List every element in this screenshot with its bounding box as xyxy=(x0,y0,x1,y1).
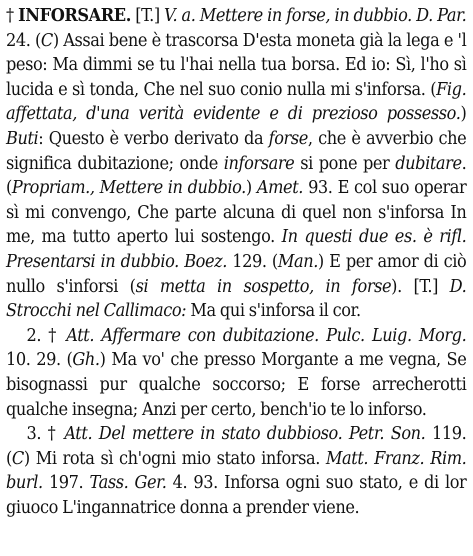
text-run: si pone per xyxy=(294,153,396,174)
text-run: Ma qui s'inforsa il cor. xyxy=(186,301,361,322)
text-run: 93. E col suo operar sì mi convengo, Che parte alcuna di quel non s'inforsa In me, ma tutto aperto lui sostengo. xyxy=(6,178,467,248)
text-run: Gh. xyxy=(72,350,100,371)
text-run: forse xyxy=(268,128,308,149)
text-run: Matt. Franz. Rim. burl. xyxy=(6,448,467,494)
text-run: ) Assai bene è trascorsa D'esta moneta già la lega e 'l peso: Ma dimmi se tu l'hai nella tua borsa. Ed io: Sì, l'ho sì lucida e sì tonda, Che nel suo conio nulla mi s'inforsa. ( xyxy=(6,30,467,100)
text-run: ) E per amor di ciò nullo s'inforsi ( xyxy=(6,251,467,297)
text-run: Att. Del mettere in stato dubbioso. Petr. Son. xyxy=(64,424,426,445)
text-run: D. Strocchi nel Callimaco: xyxy=(6,276,467,322)
text-run: [T.] xyxy=(130,6,165,26)
text-run: V. a. Mettere in forse, in dubbio. D. Par. xyxy=(164,6,467,26)
text-run: Propriam., Mettere in dubbio. xyxy=(11,178,246,199)
text-run: 2. † xyxy=(26,325,67,346)
text-run: dubitare xyxy=(395,153,462,174)
text-run: INFORSARE. xyxy=(18,6,131,26)
text-run: Tass. Ger. xyxy=(89,473,167,494)
text-run: Att. Affermare con dubitazione. Pulc. Luig. Morg. xyxy=(66,325,467,346)
text-run: 4. 93. Inforsa ogni suo stato, e di lor giuoco L'ingannatrice donna a prender viene. xyxy=(6,473,467,518)
text-run: 119. ( xyxy=(6,424,467,469)
text-run: † xyxy=(6,6,19,26)
text-run: In questi due es. è rifl. Presentarsi in dubbio. Boez. xyxy=(6,227,467,272)
text-run: : Questo è verbo derivato da xyxy=(38,128,269,149)
entry-sense-3 xyxy=(6,422,466,520)
entry-sense-2 xyxy=(6,324,466,422)
text-run: . ( xyxy=(6,153,467,199)
text-run: , che è avverbio che significa dubitazione; onde xyxy=(6,128,467,174)
text-run: ) xyxy=(460,104,467,125)
text-run: si metta in sospetto, in forse xyxy=(135,276,392,297)
text-run: 24. ( xyxy=(6,30,41,51)
text-run: 3. † xyxy=(26,424,65,445)
text-run: ) Ma vo' che presso Morgante a me vegna, Se bisognassi pur qualche soccorso; E forse arrecherotti qualche insegna; Anzi per certo, bench'io te lo inforso. xyxy=(6,350,467,420)
text-run: ) xyxy=(245,178,257,199)
entry-sense-1 xyxy=(6,4,466,324)
text-run: C xyxy=(40,30,53,51)
text-run: ) Mi rota sì ch'ogni mio stato inforsa. xyxy=(23,448,326,469)
text-run: 197. xyxy=(42,473,90,494)
text-run: 10. 29. ( xyxy=(6,350,73,371)
text-run: Amet. xyxy=(256,178,304,199)
text-run: Fig. affettata, d'una verità evidente e di prezioso possesso. xyxy=(6,79,467,125)
text-run: 129. ( xyxy=(226,251,278,272)
text-run: ). [T.] xyxy=(391,276,450,297)
text-run: C xyxy=(11,448,24,469)
text-run: Buti xyxy=(6,128,39,149)
text-run: Man. xyxy=(277,251,318,272)
text-run: inforsare xyxy=(223,153,295,174)
